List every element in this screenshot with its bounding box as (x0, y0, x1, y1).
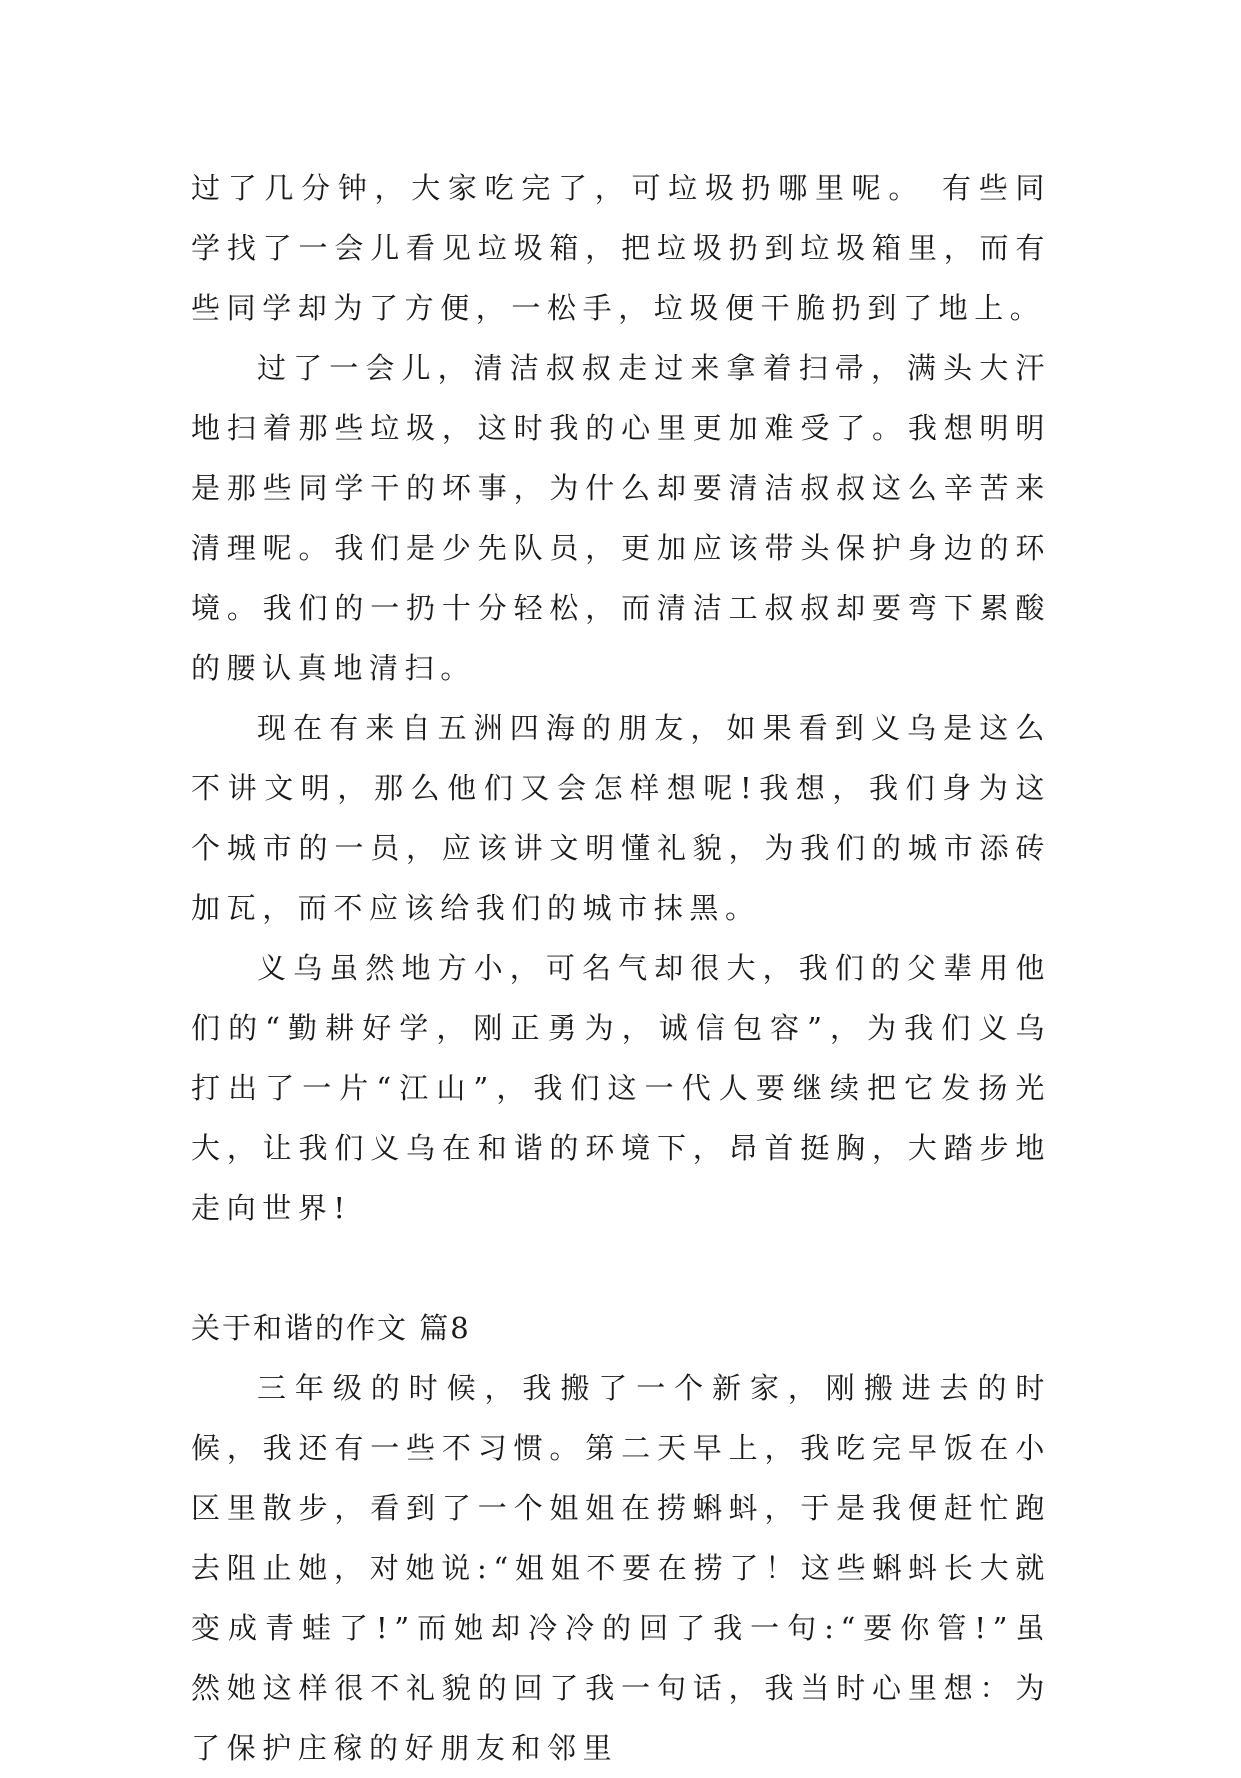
paragraph-continuation: 过了几分钟，大家吃完了，可垃圾扔哪里呢。 有些同学找了一会儿看见垃圾箱，把垃圾扔到垃圾箱里，而有些同学却为了方便，一松手，垃圾便干脆扔到了地上。 (191, 171, 1051, 325)
paragraph-new-home: 三年级的时候，我搬了一个新家，刚搬进去的时候，我还有一些不习惯。第二天早上，我吃完早饭在小区里散步，看到了一个姐姐在捞蝌蚪，于是我便赶忙跑去阻止她，对她说:“姐姐不要在捞了！这些蝌蚪长大就变成青蛙了!”而她却冷冷的回了我一句:“要你管!”虽然她这样很不礼貌的回了我一句话，我当时心里想：为了保护庄稼的好朋友和邻里 (191, 1371, 1051, 1765)
document-body (191, 158, 1051, 1778)
section-heading: 关于和谐的作文 篇8 (191, 1311, 471, 1345)
paragraph-yiwu: 义乌虽然地方小，可名气却很大，我们的父辈用他们的“勤耕好学，刚正勇为，诚信包容”，为我们义乌打出了一片“江山”，我们这一代人要继续把它发扬光大，让我们义乌在和谐的环境下，昂首挺胸，大踏步地走向世界! (191, 951, 1051, 1225)
paragraph-civilization: 现在有来自五洲四海的朋友，如果看到义乌是这么不讲文明，那么他们又会怎样想呢!我想，我们身为这个城市的一员，应该讲文明懂礼貌，为我们的城市添砖加瓦，而不应该给我们的城市抹黑。 (191, 711, 1051, 925)
paragraph-cleaner: 过了一会儿，清洁叔叔走过来拿着扫帚，满头大汗地扫着那些垃圾，这时我的心里更加难受了。我想明明是那些同学干的坏事，为什么却要清洁叔叔这么辛苦来清理呢。我们是少先队员，更加应该带头保护身边的环境。我们的一扔十分轻松，而清洁工叔叔却要弯下累酸的腰认真地清扫。 (191, 351, 1051, 685)
